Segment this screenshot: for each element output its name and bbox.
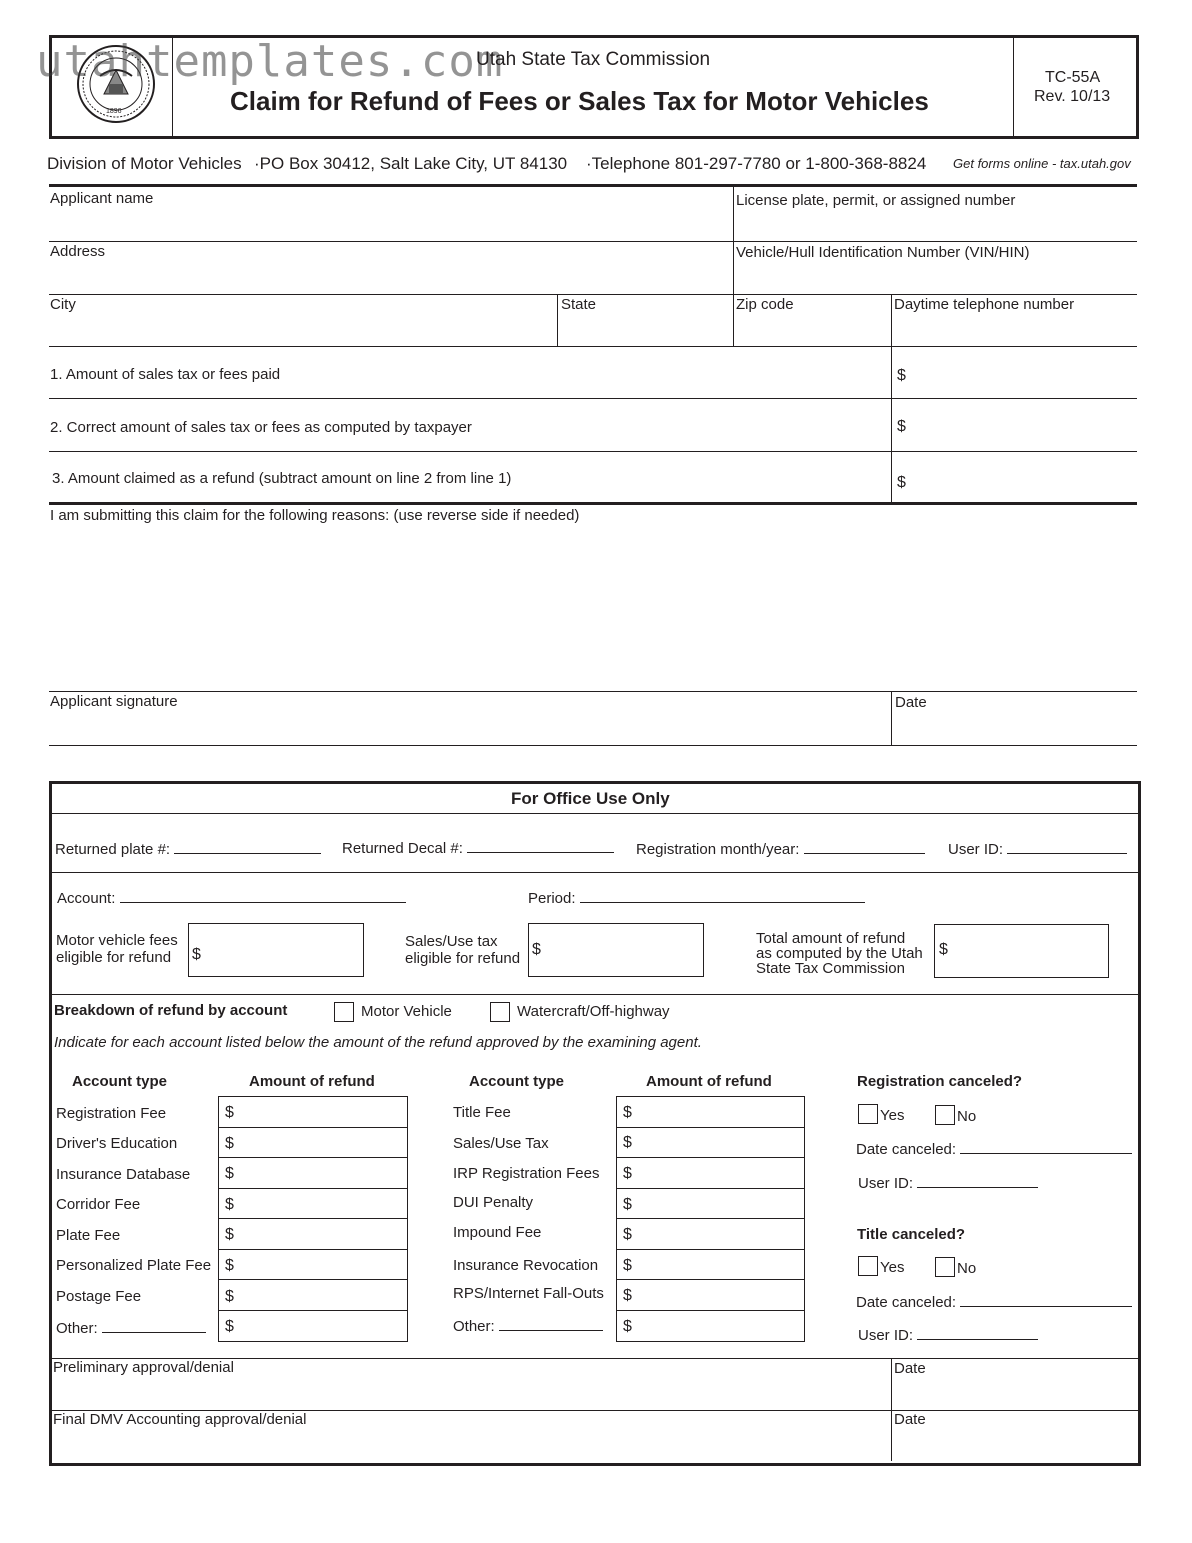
sales-tax-label-2: eligible for refund: [405, 950, 521, 967]
left-amount-currency: $: [225, 1226, 234, 1243]
right-amount-currency: $: [623, 1104, 632, 1121]
motor-vehicle-label: Motor Vehicle: [361, 1003, 452, 1020]
left-account-type-header: Account type: [72, 1073, 168, 1090]
left-amount-currency: $: [225, 1318, 234, 1335]
left-amount-currency: $: [225, 1135, 234, 1152]
left-amount-column: [218, 1096, 408, 1342]
registration-month: [636, 839, 925, 858]
watercraft-checkbox[interactable]: [490, 1002, 510, 1022]
period-row: [528, 888, 865, 907]
total-label-1: Total amount of refund: [756, 930, 906, 947]
line-2-label: 2. Correct amount of sales tax or fees as computed by taxpayer: [50, 419, 472, 436]
title-date-canceled-label: Date canceled:: [856, 1294, 957, 1311]
signature-date-label: Date: [895, 694, 927, 711]
left-account-drivers-education: Driver's Education: [56, 1135, 178, 1152]
registration-canceled-yes-checkbox[interactable]: [858, 1104, 878, 1124]
total-refund-input[interactable]: [934, 924, 1109, 978]
line-1-currency: $: [897, 367, 906, 384]
right-amount-currency: $: [623, 1165, 632, 1182]
preliminary-approval-label: Preliminary approval/denial: [53, 1359, 234, 1376]
watercraft-label: Watercraft/Off-highway: [517, 1003, 670, 1020]
title-canceled-no-label: No: [957, 1260, 977, 1277]
title-canceled-yes-checkbox[interactable]: [858, 1256, 878, 1276]
period-label: Period:: [528, 890, 576, 907]
plate-label: License plate, permit, or assigned number: [736, 192, 1016, 209]
form-number: TC-55A: [1045, 69, 1101, 86]
left-account-plate-fee: Plate Fee: [56, 1227, 121, 1244]
right-account-type-header: Account type: [469, 1073, 565, 1090]
division: Division of Motor Vehicles: [47, 154, 242, 173]
right-amount-currency: $: [623, 1257, 632, 1274]
returned-decal-label: Returned Decal #:: [342, 840, 463, 857]
left-account-postage-fee: Postage Fee: [56, 1288, 142, 1305]
contact-address: ·PO Box 30412, Salt Lake City, UT 84130: [254, 154, 568, 173]
title-user-id: [858, 1325, 1038, 1344]
left-amount-currency: $: [225, 1257, 234, 1274]
registration-date-canceled: [856, 1139, 1132, 1158]
title-user-id-field[interactable]: [917, 1325, 1038, 1340]
right-account-other: [453, 1316, 603, 1335]
signature-label: Applicant signature: [50, 693, 178, 710]
vin-label: Vehicle/Hull Identification Number (VIN/HIN): [736, 244, 1030, 261]
total-label-3: State Tax Commission: [756, 960, 905, 977]
contact-telephone: ·Telephone 801-297-7780 or 1-800-368-8824: [586, 154, 927, 173]
left-amount-currency: $: [225, 1288, 234, 1305]
title-canceled-label: Title canceled?: [857, 1226, 966, 1243]
left-account-insurance-database: Insurance Database: [56, 1166, 191, 1183]
office-user-id-field[interactable]: [1007, 839, 1127, 854]
left-amount-currency: $: [225, 1104, 234, 1121]
office-user-id: [948, 839, 1127, 858]
left-amount-currency: $: [225, 1196, 234, 1213]
registration-month-field[interactable]: [804, 839, 925, 854]
breakdown-label: Breakdown of refund by account: [54, 1002, 288, 1019]
city-label: City: [50, 296, 76, 313]
right-account-insurance-revocation: Insurance Revocation: [453, 1257, 599, 1274]
right-amount-currency: $: [623, 1134, 632, 1151]
right-amount-header: Amount of refund: [646, 1073, 772, 1090]
right-account-other-field[interactable]: [499, 1316, 603, 1331]
right-account-title-fee: Title Fee: [453, 1104, 511, 1121]
office-user-id-label: User ID:: [948, 841, 1004, 858]
sales-tax-input[interactable]: [528, 923, 704, 977]
registration-user-id-field[interactable]: [917, 1173, 1038, 1188]
account-label: Account:: [57, 890, 116, 907]
breakdown-instruction: Indicate for each account listed below the amount of the refund approved by the examining agent.: [54, 1034, 702, 1051]
phone-label: Daytime telephone number: [894, 296, 1075, 313]
right-account-impound-fee: Impound Fee: [453, 1224, 542, 1241]
total-label-2: as computed by the Utah: [756, 945, 923, 962]
registration-canceled-no-checkbox[interactable]: [935, 1105, 955, 1125]
seal-year: 1896: [106, 108, 122, 115]
registration-user-id-label: User ID:: [858, 1175, 914, 1192]
period-field[interactable]: [580, 888, 865, 903]
agency-name: Utah State Tax Commission: [476, 49, 711, 70]
right-account-rps-internet-fall-outs: RPS/Internet Fall-Outs: [453, 1285, 604, 1302]
state-label: State: [561, 296, 597, 313]
returned-plate-field[interactable]: [174, 839, 321, 854]
mv-fees-label-2: eligible for refund: [56, 949, 172, 966]
mv-fees-currency: $: [192, 946, 201, 963]
line-2-currency: $: [897, 418, 906, 435]
address-text: PO Box 30412, Salt Lake City, UT 84130: [259, 154, 568, 173]
registration-user-id: [858, 1173, 1038, 1192]
left-account-other-field[interactable]: [102, 1318, 206, 1333]
applicant-name-label: Applicant name: [50, 190, 154, 207]
form-title: Claim for Refund of Fees or Sales Tax for Motor Vehicles: [230, 86, 929, 116]
title-date-canceled: [856, 1292, 1132, 1311]
returned-decal: [342, 838, 614, 857]
office-title: For Office Use Only: [511, 789, 670, 808]
right-account-sales-use-tax: Sales/Use Tax: [453, 1135, 549, 1152]
title-user-id-label: User ID:: [858, 1327, 914, 1344]
revision: Rev. 10/13: [1034, 88, 1111, 105]
left-account-corridor-fee: Corridor Fee: [56, 1196, 141, 1213]
mv-fees-label-1: Motor vehicle fees: [56, 932, 178, 949]
returned-plate: [55, 839, 321, 858]
registration-month-label: Registration month/year:: [636, 841, 800, 858]
total-refund-currency: $: [939, 941, 948, 958]
right-amount-column: [616, 1096, 805, 1342]
title-canceled-no-checkbox[interactable]: [935, 1257, 955, 1277]
registration-canceled-no-label: No: [957, 1108, 977, 1125]
left-account-other: [56, 1318, 206, 1337]
registration-date-canceled-label: Date canceled:: [856, 1141, 957, 1158]
left-account-personalized-plate-fee: Personalized Plate Fee: [56, 1257, 212, 1274]
left-amount-header: Amount of refund: [249, 1073, 375, 1090]
right-amount-currency: $: [623, 1196, 632, 1213]
right-account-other-label: Other:: [453, 1318, 495, 1335]
title-canceled-yes-label: Yes: [880, 1259, 905, 1276]
left-amount-currency: $: [225, 1165, 234, 1182]
registration-date-canceled-field[interactable]: [960, 1139, 1132, 1154]
watermark: utahtemplates.com: [36, 36, 504, 87]
left-account-other-label: Other:: [56, 1320, 98, 1337]
line-1-label: 1. Amount of sales tax or fees paid: [50, 366, 281, 383]
address-label: Address: [50, 243, 106, 260]
registration-canceled-yes-label: Yes: [880, 1107, 905, 1124]
reasons-label: I am submitting this claim for the following reasons: (use reverse side if needed): [50, 507, 580, 524]
mv-fees-input[interactable]: [188, 923, 364, 977]
line-3-label: 3. Amount claimed as a refund (subtract amount on line 2 from line 1): [52, 470, 512, 487]
right-amount-currency: $: [623, 1287, 632, 1304]
sales-tax-currency: $: [532, 941, 541, 958]
left-account-registration-fee: Registration Fee: [56, 1105, 167, 1122]
telephone-text: Telephone 801-297-7780 or 1-800-368-8824: [591, 154, 927, 173]
returned-decal-field[interactable]: [467, 838, 614, 853]
right-account-irp-registration-fees: IRP Registration Fees: [453, 1165, 600, 1182]
registration-canceled-label: Registration canceled?: [857, 1073, 1023, 1090]
right-account-dui-penalty: DUI Penalty: [453, 1194, 534, 1211]
returned-plate-label: Returned plate #:: [55, 841, 171, 858]
online-link[interactable]: Get forms online - tax.utah.gov: [953, 156, 1131, 171]
motor-vehicle-checkbox[interactable]: [334, 1002, 354, 1022]
sales-tax-label-1: Sales/Use tax: [405, 933, 498, 950]
final-approval-label: Final DMV Accounting approval/denial: [53, 1411, 307, 1428]
final-date-label: Date: [894, 1411, 926, 1428]
right-amount-currency: $: [623, 1226, 632, 1243]
account-field[interactable]: [120, 888, 406, 903]
right-amount-currency: $: [623, 1318, 632, 1335]
line-3-currency: $: [897, 474, 906, 491]
title-date-canceled-field[interactable]: [960, 1292, 1132, 1307]
account-row: [57, 888, 406, 907]
zip-label: Zip code: [736, 296, 794, 313]
preliminary-date-label: Date: [894, 1360, 926, 1377]
